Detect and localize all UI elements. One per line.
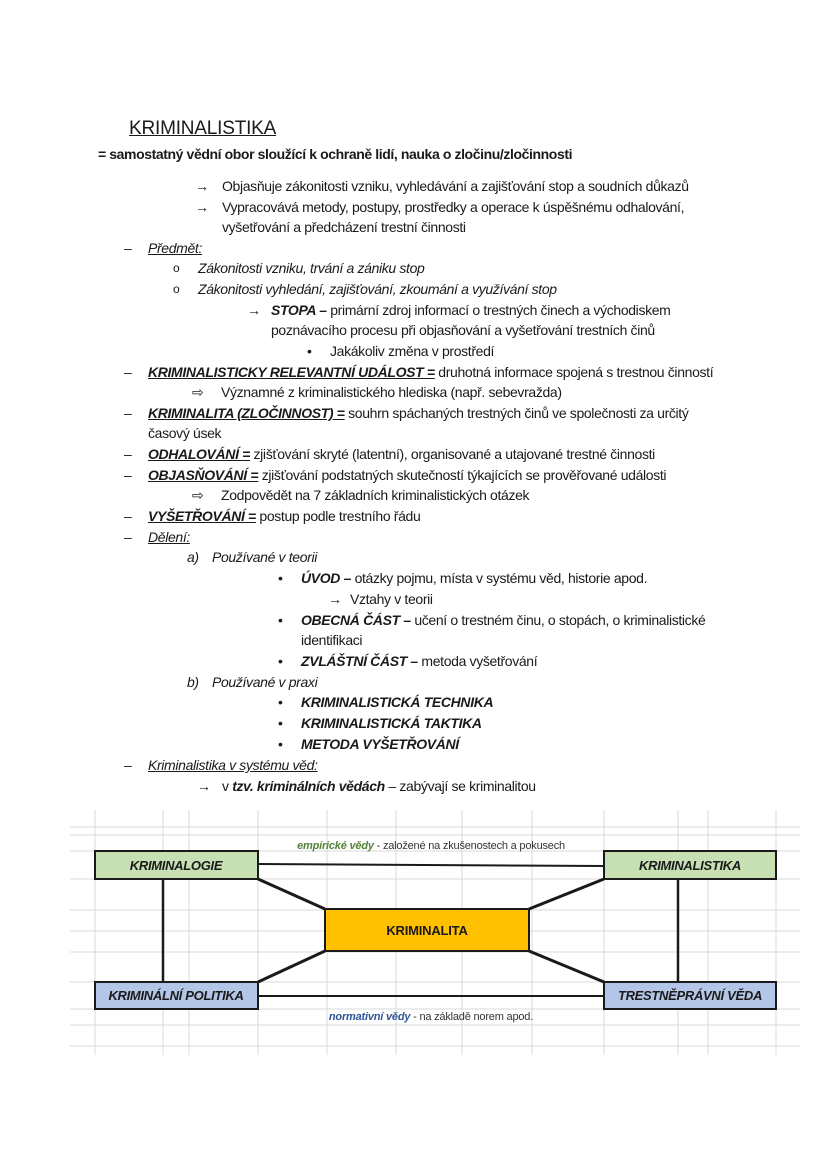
- connector-top: [258, 864, 604, 866]
- deleni-a-sub: Vztahy v teorii: [350, 591, 433, 607]
- dash-icon: –: [124, 467, 132, 483]
- node-kriminalogie: [95, 851, 258, 879]
- definition-term: VYŠETŘOVÁNÍ =: [148, 508, 256, 524]
- deleni-a-text-cont: identifikaci: [301, 632, 363, 648]
- stopa-bullet: Jakákoliv změna v prostředí: [330, 343, 495, 359]
- list-marker-a: a): [187, 549, 199, 565]
- bottom-caption: [329, 1011, 533, 1023]
- definition-text-cont: časový úsek: [148, 425, 222, 441]
- deleni-heading: Dělení:: [148, 529, 190, 545]
- connector-bl-center: [258, 951, 325, 982]
- node-label: KRIMINALISTIKA: [639, 858, 741, 873]
- deleni-a-term: OBECNÁ ČÁST –: [301, 612, 411, 628]
- bottom-caption-text: - na základě norem apod.: [410, 1011, 534, 1023]
- predmet-heading: Předmět:: [148, 240, 202, 256]
- definition-note: Zodpovědět na 7 základních kriminalistických otázek: [221, 487, 530, 503]
- bullet-icon: •: [278, 612, 283, 628]
- deleni-b-item: KRIMINALISTICKÁ TECHNIKA: [301, 694, 494, 710]
- bullet-icon: •: [278, 715, 283, 731]
- dash-icon: –: [124, 405, 132, 421]
- node-kriminalni-politika: [95, 982, 258, 1009]
- deleni-b-label: Používané v praxi: [212, 674, 318, 690]
- hollow-arrow-icon: ⇨: [192, 384, 204, 400]
- connector-br-center: [529, 951, 604, 982]
- dash-icon: –: [124, 446, 132, 462]
- deleni-b-item: METODA VYŠETŘOVÁNÍ: [301, 736, 459, 752]
- definition-term: KRIMINALITA (ZLOČINNOST) =: [148, 405, 345, 421]
- deleni-a-term: ZVLÁŠTNÍ ČÁST –: [301, 653, 418, 669]
- node-label: TRESTNĚPRÁVNÍ VĚDA: [617, 988, 763, 1003]
- arrow-icon: →: [247, 302, 261, 318]
- circle-bullet-icon: o: [173, 261, 180, 275]
- system-term: tzv. kriminálních vědách: [232, 778, 385, 794]
- deleni-b-item: KRIMINALISTICKÁ TAKTIKA: [301, 715, 482, 731]
- bullet-icon: •: [278, 570, 283, 586]
- definition-term: OBJASŇOVÁNÍ =: [148, 467, 259, 483]
- connector-tl-center: [258, 879, 325, 909]
- node-kriminalita: [325, 909, 529, 951]
- definition-term: ODHALOVÁNÍ =: [148, 446, 250, 462]
- intro-point: Objasňuje zákonitosti vzniku, vyhledávání a zajišťování stop a soudních důkazů: [222, 178, 689, 194]
- dash-icon: –: [124, 364, 132, 380]
- intro-point-cont: vyšetřování a předcházení trestní činnosti: [222, 219, 466, 235]
- dash-icon: –: [124, 508, 132, 524]
- node-label: KRIMINALITA: [386, 923, 468, 938]
- page-title: KRIMINALISTIKA: [129, 118, 277, 139]
- definition-text: zjišťování skryté (latentní), organisované a utajované trestné činnosti: [249, 446, 655, 462]
- arrow-icon: →: [195, 178, 209, 194]
- arrow-icon: →: [328, 591, 342, 607]
- stopa-text-cont: poznávacího procesu při objasňování a vyšetřování trestních činů: [271, 322, 655, 338]
- dash-icon: –: [124, 240, 132, 256]
- deleni-a-label: Používané v teorii: [212, 549, 317, 565]
- dash-icon: –: [124, 529, 132, 545]
- predmet-item: Zákonitosti vzniku, trvání a zániku stop: [198, 260, 425, 276]
- stopa-term: STOPA –: [271, 302, 327, 318]
- top-caption-term: empirické vědy: [297, 840, 374, 852]
- deleni-a-term: ÚVOD –: [301, 570, 352, 586]
- hollow-arrow-icon: ⇨: [192, 487, 204, 503]
- definition-text: postup podle trestního řádu: [255, 508, 421, 524]
- list-marker-b: b): [187, 674, 199, 690]
- intro-point: Vypracovává metody, postupy, prostředky a operace k úspěšnému odhalování,: [222, 199, 685, 215]
- system-prefix: v: [222, 778, 233, 794]
- definition-line: = samostatný vědní obor sloužící k ochraně lidí, nauka o zločinu/zločinnosti: [98, 146, 573, 162]
- system-heading: Kriminalistika v systému věd:: [148, 757, 318, 773]
- bullet-icon: •: [307, 343, 312, 359]
- bottom-caption-term: normativní vědy: [328, 1011, 411, 1023]
- system-text: – zabývají se kriminalitou: [384, 778, 536, 794]
- connector-tr-center: [529, 879, 604, 909]
- deleni-a-text: otázky pojmu, místa v systému věd, historie apod.: [351, 570, 648, 586]
- bullet-icon: •: [278, 736, 283, 752]
- predmet-item: Zákonitosti vyhledání, zajišťování, zkoumání a využívání stop: [198, 281, 557, 297]
- node-label: KRIMINÁLNÍ POLITIKA: [108, 988, 244, 1003]
- definition-text: souhrn spáchaných trestných činů ve společnosti za určitý: [344, 405, 689, 421]
- stopa-text: primární zdroj informací o trestných činech a východiskem: [326, 302, 671, 318]
- circle-bullet-icon: o: [173, 282, 180, 296]
- definition-text: druhotná informace spojená s trestnou činností: [434, 364, 714, 380]
- dash-icon: –: [124, 757, 132, 773]
- top-caption-text: - založené na zkušenostech a pokusech: [373, 840, 565, 852]
- top-caption: [297, 840, 565, 852]
- definition-term: KRIMINALISTICKY RELEVANTNÍ UDÁLOST =: [148, 364, 435, 380]
- definition-note: Významné z kriminalistického hlediska (např. sebevražda): [221, 384, 562, 400]
- bullet-icon: •: [278, 694, 283, 710]
- deleni-a-text: učení o trestném činu, o stopách, o kriminalistické: [410, 612, 706, 628]
- definition-text: zjišťování podstatných skutečností týkajících se prověřované události: [258, 467, 667, 483]
- node-trestnepravni-veda: [604, 982, 776, 1009]
- arrow-icon: →: [197, 778, 211, 794]
- deleni-a-text: metoda vyšetřování: [417, 653, 538, 669]
- node-label: KRIMINALOGIE: [129, 858, 223, 873]
- node-kriminalistika: [604, 851, 776, 879]
- arrow-icon: →: [195, 199, 209, 215]
- bullet-icon: •: [278, 653, 283, 669]
